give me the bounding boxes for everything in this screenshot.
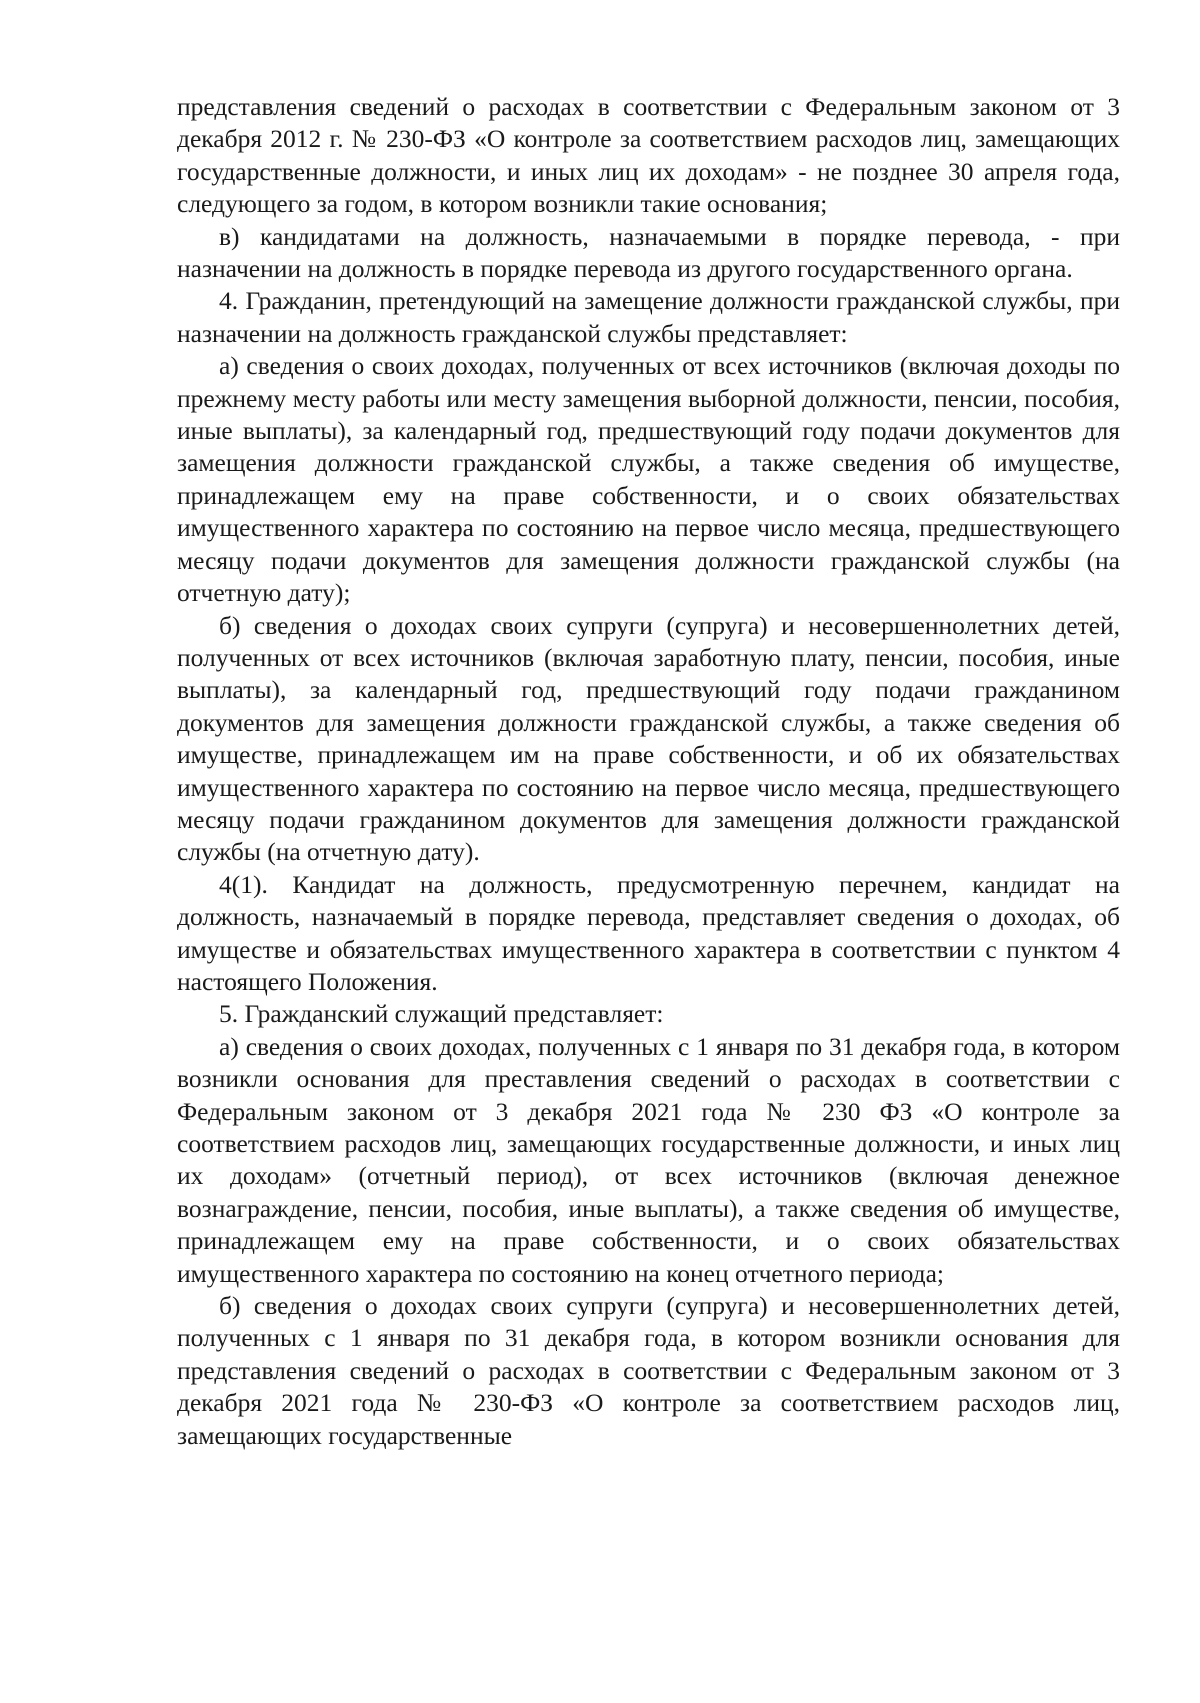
paragraph-clause-4: 4. Гражданин, претендующий на замещение должности гражданской службы, при назначении на должность гражданской службы представляет: <box>177 286 1120 348</box>
paragraph-item-v: в) кандидатами на должность, назначаемыми в порядке перевода, - при назначении на должность в порядке перевода из другого государственного органа. <box>177 221 1120 284</box>
paragraph-clause-4-a: а) сведения о своих доходах, полученных от всех источников (включая доходы по прежнему месту работы или месту замещения выборной должности, пенсии, пособия, иные выплаты), за календарный год, предшествующий году подачи документов для замещения должности гражданской службы, а также сведения об имуществе, принадлежащем ему на праве собственности, и о своих обязательствах имущественного характера по состоянию на первое число месяца, предшествующего месяцу подачи документов для замещения должности гражданской службы (на отчетную дату); <box>177 351 1120 608</box>
paragraph-continuation: представления сведений о расходах в соответствии с Федеральным законом от 3 декабря 2012 г. № 230-ФЗ «О контроле за соответствием расходов лиц, замещающих государственные должности, и иных лиц их доходам» - не позднее 30 апреля года, следующего за годом, в котором возникли такие основания; <box>177 92 1120 219</box>
paragraph-clause-5-b: б) сведения о доходах своих супруги (супруга) и несовершеннолетних детей, полученных с 1 января по 31 декабря года, в котором возникли основания для представления сведений о расходах в соответствии с Федеральным законом от 3 декабря 2021 года № 230-ФЗ «О контроле за соответствием расходов лиц, замещающих государственные <box>177 1291 1120 1450</box>
document-text-body <box>177 91 1120 1452</box>
paragraph-clause-5: 5. Гражданский служащий представляет: <box>219 999 664 1029</box>
paragraph-clause-5-a: а) сведения о своих доходах, полученных с 1 января по 31 декабря года, в котором возникли основания для преставления сведений о расходах в соответствии с Федеральным законом от 3 декабря 2021 года № 230 ФЗ «О контроле за соответствием расходов лиц, замещающих государственные должности, и иных лиц их доходам» (отчетный период), от всех источников (включая денежное вознаграждение, пенсии, пособия, иные выплаты), а также сведения об имуществе, принадлежащем ему на праве собственности, и о своих обязательствах имущественного характера по состоянию на конец отчетного периода; <box>177 1031 1120 1288</box>
paragraph-clause-4-b: б) сведения о доходах своих супруги (супруга) и несовершеннолетних детей, полученных от всех источников (включая заработную плату, пенсии, пособия, иные выплаты), за календарный год, предшествующий году подачи гражданином документов для замещения должности гражданской службы, а также сведения об имуществе, принадлежащем им на праве собственности, и об их обязательствах имущественного характера по состоянию на первое число месяца, предшествующего месяцу подачи гражданином документов для замещения должности гражданской службы (на отчетную дату). <box>177 610 1120 867</box>
paragraph-clause-4-1: 4(1). Кандидат на должность, предусмотренную перечнем, кандидат на должность, назначаемый в порядке перевода, представляет сведения о доходах, об имуществе и обязательствах имущественного характера в соответствии с пунктом 4 настоящего Положения. <box>177 869 1120 996</box>
